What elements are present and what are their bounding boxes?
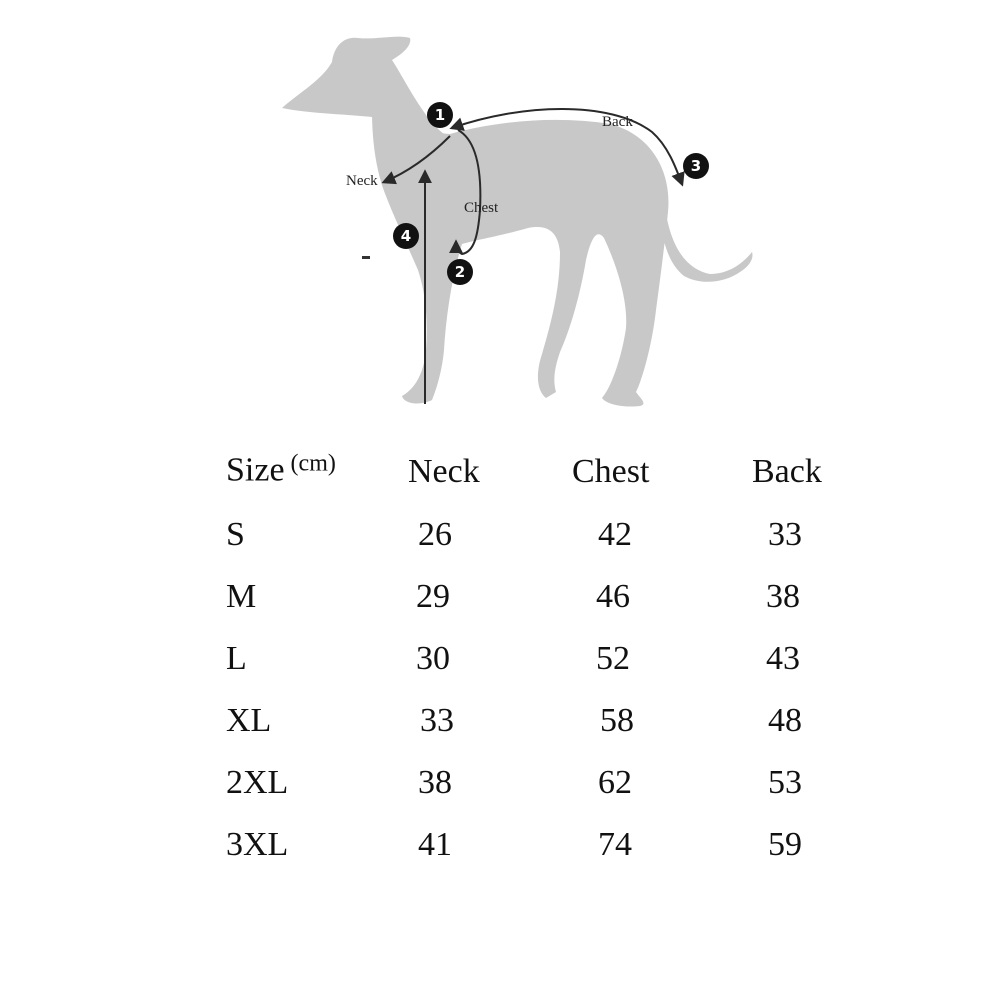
marker-3-number: 3 [690,157,702,175]
back-label: Back [602,114,633,130]
marker-1-number: 1 [434,106,446,124]
row-size: 2XL [226,764,289,801]
row-neck: 33 [420,702,454,739]
row-chest: 62 [598,764,632,801]
marker-2 [447,259,473,285]
row-chest: 58 [600,702,634,739]
marker-4-number: 4 [400,227,412,245]
row-neck: 30 [416,640,450,677]
greyhound-silhouette [282,37,753,407]
marker-3 [683,153,709,179]
row-back: 48 [768,702,802,739]
row-chest: 52 [596,640,630,677]
dog-measurement-diagram [0,0,1000,430]
row-back: 43 [766,640,800,677]
row-neck: 26 [418,516,452,553]
header-size [226,451,336,494]
row-back: 33 [768,516,802,553]
marker-2-number: 2 [454,263,466,281]
stray-mark [362,256,370,259]
row-chest: 42 [598,516,632,553]
row-back: 38 [766,578,800,615]
header-neck: Neck [408,453,480,490]
header-back: Back [752,453,822,490]
row-size: M [226,578,257,615]
row-neck: 41 [418,826,452,863]
row-neck: 29 [416,578,450,615]
row-size: 3XL [226,826,289,863]
header-size-label: Size [226,451,285,489]
row-neck: 38 [418,764,452,801]
row-chest: 74 [598,826,632,863]
header-unit-label: (cm) [290,450,336,477]
row-size: L [226,640,247,677]
marker-4 [393,223,419,249]
header-chest: Chest [572,453,650,490]
size-chart-table [0,440,1000,880]
row-size: XL [226,702,272,739]
row-back: 59 [768,826,802,863]
marker-1 [427,102,453,128]
row-size: S [226,516,245,553]
row-chest: 46 [596,578,630,615]
chest-label: Chest [464,200,499,216]
neck-label: Neck [346,173,378,189]
row-back: 53 [768,764,802,801]
